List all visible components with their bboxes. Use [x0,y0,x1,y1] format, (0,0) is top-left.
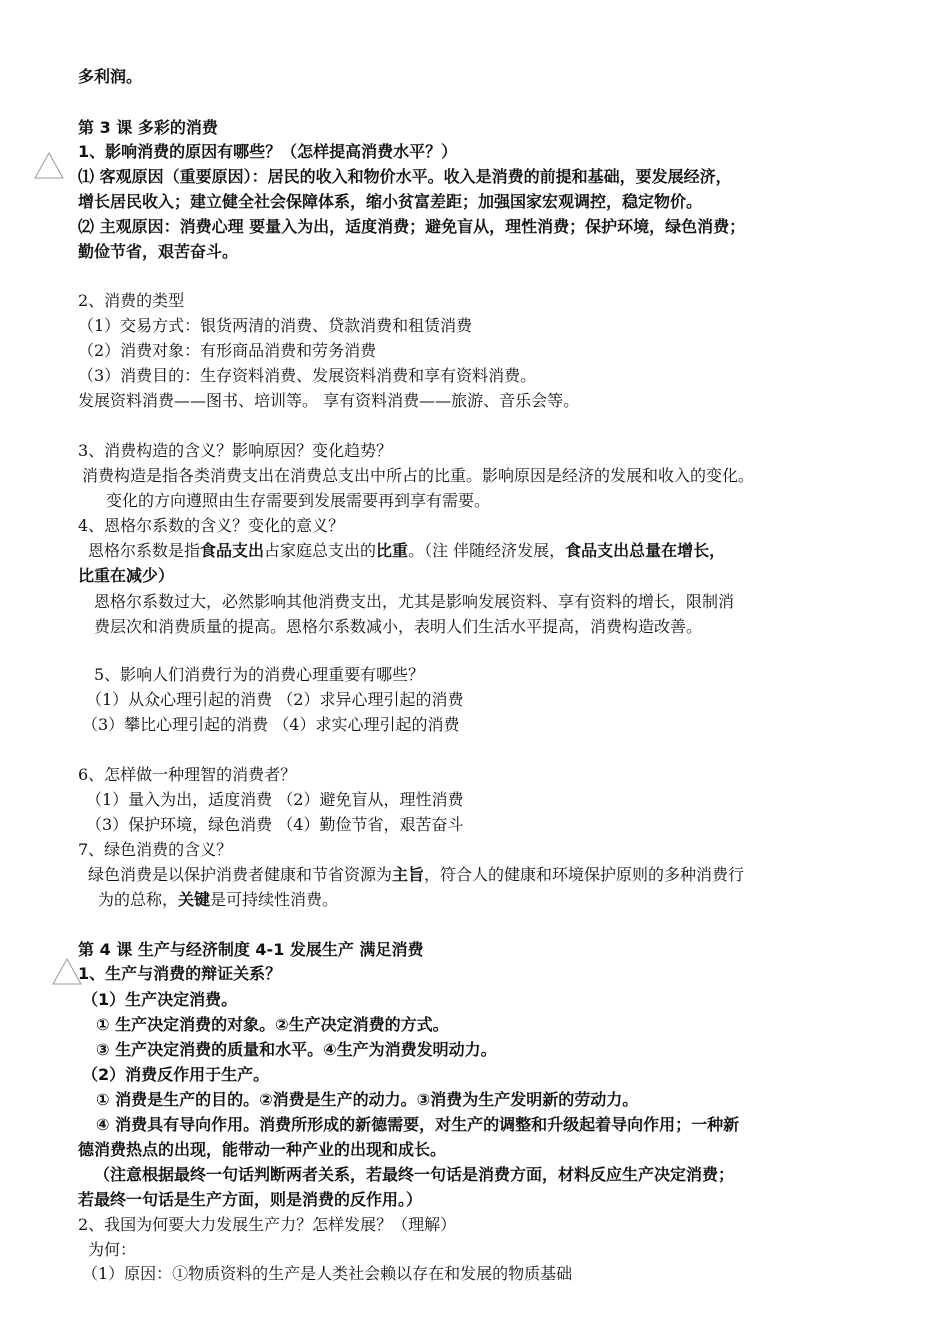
s4-q1-point-2b: ④ 消费具有导向作用。消费所形成的新德需要，对生产的调整和升级起着导向作用；一种新 [96,1115,740,1134]
q1-subjective-line-1: ⑵ 主观原因：消费心理 要量入为出，适度消费；避免盲从，理性消费；保护环境，绿色消费； [78,217,746,236]
q4-line-4: 费层次和消费质量的提高。恩格尔系数减小，表明人们生活水平提高，消费构造改善。 [94,617,703,636]
q4-l1-c: 占家庭总支出的 [264,541,377,560]
q7-l1-a: 绿色消费是以保护消费者健康和节省资源为 [88,865,393,884]
q1-subjective-line-2: 勤俭节省，艰苦奋斗。 [78,242,239,261]
q7-l2-a: 为的总称， [98,890,179,909]
s4-q1-title: 1、生产与消费的辩证关系？ [78,964,282,983]
prev-section-tail: 多利润。 [78,67,143,86]
q1-objective-line-1: ⑴ 客观原因（重要原因）：居民的收入和物价水平。收入是消费的前提和基础，要发展经济， [78,167,732,186]
q4-line-1 [88,540,725,562]
q3-line-1: 消费构造是指各类消费支出在消费总支出中所占的比重。影响原因是经济的发展和收入的变化。 [82,466,755,485]
q4-l1-a: 恩格尔系数是指 [88,541,201,560]
q7-line-2 [98,889,338,911]
q7-l2-c: 是可持续性消费。 [210,890,339,909]
q6-row-1: （1）量入为出，适度消费 （2）避免盲从，理性消费 [86,790,464,809]
q2-item-4: 发展资料消费——图书、培训等。 享有资料消费——旅游、音乐会等。 [78,391,580,410]
s4-q1-note-1: （注意根据最终一句话判断两者关系，若最终一句话是消费方面，材料反应生产决定消费； [94,1165,735,1184]
q6-row-2: （3）保护环境，绿色消费 （4）勤俭节省，艰苦奋斗 [86,815,464,834]
s4-q1-point-1b: ③ 生产决定消费的质量和水平。④生产为消费发明动力。 [96,1040,497,1059]
q3-line-2: 变化的方向遵照由生存需要到发展需要再到享有需要。 [106,491,491,510]
q5-title: 5、影响人们消费行为的消费心理重要有哪些？ [94,665,425,684]
q4-l1-e: 。（注 伴随经济发展， [408,541,566,560]
q4-l1-b: 食品支出 [200,541,265,560]
s4-q1-note-2: 若最终一句话是生产方面，则是消费的反作用。） [78,1190,423,1209]
q6-title: 6、怎样做一种理智的消费者？ [78,765,297,784]
q4-line-3: 恩格尔系数过大，必然影响其他消费支出，尤其是影响发展资料、享有资料的增长，限制消 [94,592,735,611]
q3-title: 3、消费构造的含义？影响原因？变化趋势？ [78,441,393,460]
s4-q1-point-2c: 德消费热点的出现，能带动一种产业的出现和成长。 [78,1140,447,1159]
s4-q1-point-1: （1）生产决定消费。 [82,990,238,1009]
q1-title: 1、影响消费的原因有哪些？（怎样提高消费水平？） [78,142,458,161]
q5-row-2: （3）攀比心理引起的消费 （4）求实心理引起的消费 [82,715,460,734]
lesson-3-title: 第 3 课 多彩的消费 [78,118,218,137]
q7-l1-c: ，符合人的健康和环境保护原则的多种消费行 [424,865,745,884]
q7-l2-b: 关键 [178,890,211,909]
s4-q1-point-2a: ① 消费是生产的目的。②消费是生产的动力。③消费为生产发明新的劳动力。 [96,1090,639,1109]
q2-title: 2、消费的类型 [78,291,185,310]
q2-item-1: （1）交易方式：银货两清的消费、贷款消费和租赁消费 [78,316,473,335]
q4-line-2: 比重在减少） [78,566,175,585]
q7-line-1 [88,864,744,886]
q2-item-3: （3）消费目的：生存资料消费、发展资料消费和享有资料消费。 [78,366,537,385]
s4-q2-reason-1: （1）原因：①物质资料的生产是人类社会赖以存在和发展的物质基础 [82,1264,573,1283]
q2-item-2: （2）消费对象：有形商品消费和劳务消费 [78,341,377,360]
q7-title: 7、绿色消费的含义？ [78,840,233,859]
s4-q2-title: 2、我国为何要大力发展生产力？怎样发展？（理解） [78,1215,457,1234]
lesson-4-title: 第 4 课 生产与经济制度 4-1 发展生产 满足消费 [78,940,424,959]
q4-l1-f: 食品支出总量在增长， [565,541,726,560]
s4-q1-point-1a: ① 生产决定消费的对象。②生产决定消费的方式。 [96,1015,449,1034]
q1-objective-line-2: 增长居民收入；建立健全社会保障体系，缩小贫富差距；加强国家宏观调控，稳定物价。 [78,192,703,211]
q7-l1-b: 主旨 [392,865,425,884]
s4-q2-why: 为何： [88,1240,137,1259]
s4-q1-point-2: （2）消费反作用于生产。 [82,1065,270,1084]
q5-row-1: （1）从众心理引起的消费 （2）求异心理引起的消费 [86,690,464,709]
q4-title: 4、恩格尔系数的含义？变化的意义？ [78,516,345,535]
q4-l1-d: 比重 [376,541,409,560]
